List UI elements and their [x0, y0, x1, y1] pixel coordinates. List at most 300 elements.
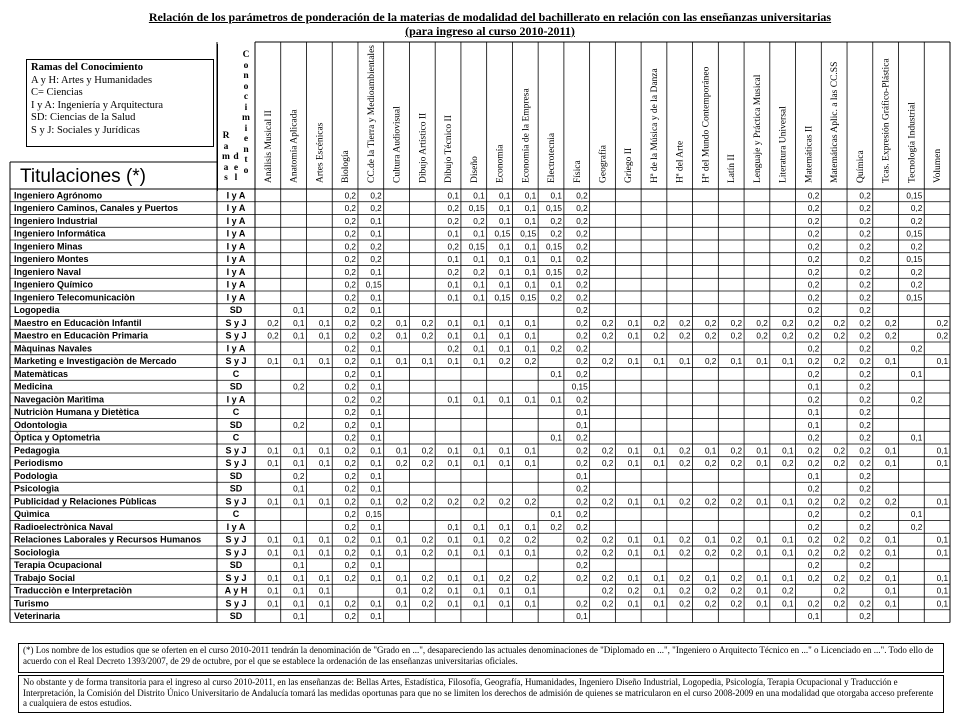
weight-value: 0,2 [344, 331, 356, 341]
weight-value: 0,1 [318, 573, 331, 583]
weight-value: 0,2 [679, 497, 691, 507]
weight-value: 0,15 [906, 229, 923, 239]
weight-value: 0,1 [627, 331, 640, 341]
weight-value: 0,1 [267, 573, 279, 583]
weight-value: 0,1 [370, 382, 382, 392]
weight-value: 0,2 [782, 586, 794, 596]
ramas-header-word: R a m a s [222, 131, 230, 183]
weight-value: 0,1 [447, 255, 459, 265]
weight-value: 0,2 [576, 280, 588, 290]
subject-column-header: Artes Escénicas [315, 122, 326, 183]
weight-value: 0,1 [499, 395, 511, 405]
weight-value: 0,1 [756, 599, 768, 609]
weight-value: 0,2 [807, 535, 820, 545]
weight-value: 0,15 [545, 242, 562, 252]
weight-value: 0,1 [936, 497, 948, 507]
weight-value: 0,1 [318, 446, 331, 456]
weight-value: 0,2 [396, 459, 408, 469]
weight-value: 0,1 [524, 586, 537, 596]
weight-value: 0,1 [807, 612, 820, 622]
weight-value: 0,2 [704, 599, 717, 609]
weight-value: 0,2 [807, 344, 820, 354]
weight-value: 0,2 [859, 484, 871, 494]
knowledge-branch: I y A [226, 241, 246, 252]
weight-value: 0,2 [421, 459, 434, 469]
degree-name: Maestro en Educaciòn Primaria [14, 330, 149, 341]
knowledge-branch: I y A [226, 343, 246, 354]
weight-value: 0,2 [833, 497, 846, 507]
weight-value: 0,1 [550, 369, 562, 379]
weight-value: 0,1 [396, 331, 408, 341]
weight-value: 0,1 [499, 599, 511, 609]
weight-value: 0,1 [936, 573, 948, 583]
weight-value: 0,2 [576, 535, 588, 545]
weight-value: 0,2 [293, 420, 305, 430]
weight-value: 0,1 [267, 446, 279, 456]
weight-value: 0,2 [447, 204, 459, 214]
weight-value: 0,2 [704, 497, 717, 507]
weight-value: 0,2 [859, 561, 871, 571]
weight-value: 0,1 [627, 446, 640, 456]
weight-value: 0,1 [936, 535, 948, 545]
weight-value: 0,2 [421, 446, 434, 456]
weight-value: 0,1 [447, 522, 459, 532]
weight-value: 0,1 [653, 535, 665, 545]
weight-value: 0,1 [885, 446, 897, 456]
weight-value: 0,1 [499, 548, 511, 558]
weight-value: 0,2 [447, 242, 459, 252]
weight-value: 0,2 [704, 331, 717, 341]
weight-value: 0,2 [756, 331, 768, 341]
weight-value: 0,1 [524, 255, 537, 265]
weight-value: 0,2 [344, 318, 356, 328]
document-subtitle: (para ingreso al curso 2010-2011) [405, 24, 575, 38]
weight-value: 0,2 [807, 459, 820, 469]
weight-value: 0,1 [318, 586, 331, 596]
degree-name: Ingeniero Minas [14, 241, 83, 252]
knowledge-branch: C [232, 368, 240, 379]
weight-value: 0,2 [576, 204, 588, 214]
weight-value: 0,2 [910, 344, 923, 354]
weight-value: 0,15 [906, 293, 923, 303]
weight-value: 0,1 [885, 599, 897, 609]
weight-value: 0,2 [344, 267, 356, 277]
weight-value: 0,1 [756, 357, 768, 367]
weight-value: 0,1 [936, 446, 948, 456]
weight-value: 0,15 [365, 510, 382, 520]
weight-value: 0,1 [473, 344, 485, 354]
weight-value: 0,2 [833, 459, 846, 469]
degree-name: Ingeniero Industrial [14, 215, 98, 226]
weight-value: 0,2 [859, 255, 871, 265]
weight-value: 0,2 [601, 459, 614, 469]
weight-value: 0,1 [447, 548, 459, 558]
weight-value: 0,2 [576, 599, 588, 609]
weight-value: 0,2 [473, 497, 485, 507]
weight-value: 0,1 [524, 599, 537, 609]
weight-value: 0,2 [807, 229, 820, 239]
knowledge-branch: SD [229, 419, 243, 430]
weight-value: 0,2 [859, 369, 871, 379]
weight-value: 0,2 [807, 522, 820, 532]
weight-value: 0,1 [499, 344, 511, 354]
weight-value: 0,1 [499, 191, 511, 201]
weight-value: 0,2 [344, 535, 356, 545]
degree-name: Trabajo Social [14, 572, 76, 583]
weight-value: 0,1 [318, 535, 331, 545]
weight-value: 0,2 [859, 548, 871, 558]
weight-value: 0,2 [679, 331, 691, 341]
weight-value: 0,2 [730, 535, 743, 545]
weight-value: 0,2 [344, 548, 356, 558]
degree-name: Turismo [14, 598, 49, 609]
weight-value: 0,2 [576, 216, 588, 226]
subject-column-header: Hª de la Música y de la Danza [649, 68, 660, 183]
weight-value: 0,2 [576, 267, 588, 277]
weight-value: 0,1 [293, 357, 305, 367]
weight-value: 0,1 [473, 331, 485, 341]
weight-value: 0,2 [807, 548, 820, 558]
weight-value: 0,2 [833, 331, 846, 341]
weight-value: 0,1 [782, 497, 794, 507]
weight-value: 0,1 [807, 408, 820, 418]
weight-value: 0,2 [473, 267, 485, 277]
weight-value: 0,2 [576, 548, 588, 558]
weight-value: 0,2 [293, 471, 305, 481]
weight-value: 0,1 [550, 395, 562, 405]
weight-value: 0,1 [653, 459, 665, 469]
weight-value: 0,1 [910, 369, 923, 379]
weight-value: 0,1 [267, 586, 279, 596]
subject-column-header: Anatomía Aplicada [289, 109, 300, 183]
knowledge-branch: S y J [225, 330, 247, 341]
subject-column-header: Matemáticas Aplic. a las CC.SS [830, 61, 841, 183]
weight-value: 0,2 [859, 471, 871, 481]
weight-value: 0,2 [344, 306, 356, 316]
weight-value: 0,1 [782, 573, 794, 583]
weight-value: 0,2 [601, 548, 614, 558]
weight-value: 0,2 [859, 216, 871, 226]
weight-value: 0,2 [807, 280, 820, 290]
weight-value: 0,1 [550, 191, 562, 201]
weight-value: 0,15 [520, 229, 537, 239]
knowledge-branch: I y A [226, 228, 246, 239]
weight-value: 0,1 [524, 459, 537, 469]
weight-value: 0,2 [679, 573, 691, 583]
weight-value: 0,2 [859, 382, 871, 392]
weight-value: 0,1 [499, 216, 511, 226]
weight-value: 0,1 [653, 548, 665, 558]
weight-value: 0,2 [704, 357, 717, 367]
knowledge-branch: C [232, 432, 240, 443]
weight-value: 0,1 [782, 535, 794, 545]
weight-value: 0,1 [627, 573, 640, 583]
subject-column-header: Diseño [469, 156, 480, 183]
weight-value: 0,2 [344, 522, 356, 532]
weight-value: 0,1 [756, 459, 768, 469]
weight-value: 0,2 [576, 318, 588, 328]
weight-value: 0,2 [344, 280, 356, 290]
legend-item: SD: Ciencias de la Salud [31, 112, 136, 124]
weight-value: 0,1 [370, 229, 382, 239]
knowledge-branch: SD [229, 483, 243, 494]
degree-name: Quìmica [14, 509, 50, 520]
weight-value: 0,2 [833, 318, 846, 328]
weight-value: 0,1 [885, 357, 897, 367]
knowledge-branch: SD [229, 470, 243, 481]
knowledge-branch: S y J [225, 458, 247, 469]
weight-value: 0,1 [473, 357, 485, 367]
weight-value: 0,1 [782, 548, 794, 558]
weight-value: 0,1 [318, 497, 331, 507]
weight-value: 0,2 [679, 459, 691, 469]
knowledge-branch: S y J [225, 445, 247, 456]
weight-value: 0,1 [370, 267, 382, 277]
ramas-header-word: C o n o c i m i e n t o [242, 50, 250, 176]
knowledge-branch: C [232, 509, 240, 520]
weight-value: 0,1 [318, 459, 331, 469]
weight-value: 0,2 [550, 344, 562, 354]
weight-value: 0,2 [524, 357, 537, 367]
weight-value: 0,1 [627, 357, 640, 367]
weight-value: 0,2 [396, 497, 408, 507]
weight-value: 0,1 [396, 318, 408, 328]
degree-name: Maestro en Educaciòn Infantil [14, 317, 142, 328]
weight-value: 0,1 [447, 459, 459, 469]
weight-value: 0,1 [524, 242, 537, 252]
legend-item: C= Ciencias [31, 87, 83, 99]
weight-value: 0,2 [344, 561, 356, 571]
weight-value: 0,2 [601, 586, 614, 596]
weight-value: 0,2 [833, 548, 846, 558]
weight-value: 0,2 [344, 357, 356, 367]
weight-value: 0,2 [704, 459, 717, 469]
weight-value: 0,1 [473, 459, 485, 469]
weight-value: 0,1 [293, 306, 305, 316]
subject-column-header: Economía de la Empresa [521, 88, 532, 183]
knowledge-branch: S y J [225, 598, 247, 609]
weight-value: 0,2 [576, 510, 588, 520]
weight-value: 0,2 [601, 599, 614, 609]
weight-value: 0,2 [370, 395, 382, 405]
weight-value: 0,1 [499, 522, 511, 532]
weight-value: 0,15 [906, 191, 923, 201]
subject-column-header: Dibujo Técnico II [444, 115, 455, 183]
weight-value: 0,1 [524, 395, 537, 405]
weight-value: 0,2 [807, 561, 820, 571]
weight-value: 0,1 [396, 535, 408, 545]
subject-column-header: Análisis Musical II [263, 110, 274, 183]
weight-value: 0,1 [653, 586, 665, 596]
weight-value: 0,1 [473, 255, 485, 265]
weight-value: 0,1 [524, 331, 537, 341]
weight-value: 0,1 [524, 216, 537, 226]
degree-name: Radioelectrònica Naval [14, 521, 114, 532]
weight-value: 0,2 [344, 293, 356, 303]
weight-value: 0,2 [576, 331, 588, 341]
weight-value: 0,2 [524, 535, 537, 545]
weight-value: 0,2 [370, 331, 382, 341]
weight-value: 0,1 [524, 344, 537, 354]
degree-name: Medicina [14, 381, 53, 392]
weight-value: 0,1 [627, 497, 640, 507]
weight-value: 0,2 [499, 357, 511, 367]
weight-value: 0,1 [756, 548, 768, 558]
weight-value: 0,1 [267, 497, 279, 507]
weight-value: 0,2 [421, 535, 434, 545]
weight-value: 0,2 [730, 573, 743, 583]
weight-value: 0,1 [679, 357, 691, 367]
weight-value: 0,2 [859, 306, 871, 316]
weight-value: 0,2 [807, 255, 820, 265]
weight-value: 0,1 [653, 497, 665, 507]
weight-value: 0,1 [524, 280, 537, 290]
weight-value: 0,1 [730, 357, 743, 367]
weight-value: 0,1 [267, 357, 279, 367]
ramas-header-word: d e l [233, 152, 239, 183]
weight-value: 0,15 [468, 204, 485, 214]
weight-value: 0,1 [267, 599, 279, 609]
weight-value: 0,1 [447, 395, 459, 405]
weight-value: 0,1 [576, 612, 588, 622]
weight-value: 0,1 [653, 446, 665, 456]
weight-value: 0,2 [859, 459, 871, 469]
weight-value: 0,2 [859, 510, 871, 520]
weight-value: 0,2 [524, 497, 537, 507]
weight-value: 0,1 [499, 331, 511, 341]
degree-name: Navegaciòn Marìtima [14, 394, 105, 405]
legend-item: A y H: Artes y Humanidades [31, 74, 153, 86]
weight-value: 0,1 [447, 573, 459, 583]
weight-value: 0,2 [730, 446, 743, 456]
degree-name: Sociologìa [14, 547, 60, 558]
weight-value: 0,2 [524, 573, 537, 583]
weight-value: 0,1 [293, 561, 305, 571]
weight-value: 0,2 [859, 599, 871, 609]
weight-value: 0,2 [936, 318, 948, 328]
weight-value: 0,1 [293, 612, 305, 622]
titulaciones-header: Titulaciones (*) [20, 166, 147, 187]
degree-name: Ingeniero Telecomunicaciòn [14, 292, 135, 303]
weight-value: 0,1 [473, 395, 485, 405]
weight-value: 0,2 [576, 357, 588, 367]
degree-name: Màquinas Navales [14, 343, 93, 354]
subject-column-header: CC.de la Tierra y Medioambientales [366, 45, 377, 183]
weight-value: 0,1 [370, 561, 382, 571]
subject-column-header: Dibujo Artístico II [418, 112, 429, 183]
weight-value: 0,1 [396, 573, 408, 583]
weight-value: 0,2 [499, 497, 511, 507]
degree-name: Logopedia [14, 305, 60, 316]
weight-value: 0,2 [601, 357, 614, 367]
weight-value: 0,1 [447, 229, 459, 239]
weight-value: 0,1 [293, 331, 305, 341]
weight-value: 0,1 [447, 293, 459, 303]
weight-value: 0,2 [910, 267, 923, 277]
weight-value: 0,2 [499, 535, 511, 545]
weight-value: 0,1 [936, 599, 948, 609]
degree-name: Ingeniero Caminos, Canales y Puertos [14, 203, 179, 214]
weight-value: 0,2 [421, 497, 434, 507]
weight-value: 0,2 [730, 318, 743, 328]
weight-value: 0,1 [370, 293, 382, 303]
knowledge-branch: S y J [225, 572, 247, 583]
weight-value: 0,2 [447, 497, 459, 507]
weight-value: 0,2 [576, 344, 588, 354]
weight-value: 0,1 [370, 612, 382, 622]
weight-value: 0,1 [370, 471, 382, 481]
weight-value: 0,2 [833, 446, 846, 456]
weight-value: 0,1 [318, 318, 331, 328]
weight-value: 0,2 [679, 548, 691, 558]
weight-value: 0,15 [494, 293, 511, 303]
weight-value: 0,2 [601, 318, 614, 328]
weight-value: 0,2 [859, 280, 871, 290]
weight-value: 0,2 [859, 318, 871, 328]
subject-column-header: Economía [495, 144, 506, 183]
degree-name: Periodismo [14, 458, 64, 469]
weight-value: 0,1 [370, 484, 382, 494]
weight-value: 0,1 [524, 446, 537, 456]
weight-value: 0,1 [704, 535, 717, 545]
weight-value: 0,2 [807, 369, 820, 379]
weight-value: 0,2 [730, 599, 743, 609]
weight-value: 0,1 [473, 446, 485, 456]
weight-value: 0,2 [344, 420, 356, 430]
weight-value: 0,2 [859, 497, 871, 507]
weight-value: 0,2 [807, 331, 820, 341]
weight-value: 0,2 [344, 599, 356, 609]
weight-value: 0,2 [885, 331, 897, 341]
weight-value: 0,2 [370, 318, 382, 328]
weight-value: 0,1 [576, 420, 588, 430]
degree-name: Psicologìa [14, 483, 60, 494]
weight-value: 0,2 [807, 242, 820, 252]
weight-value: 0,15 [906, 255, 923, 265]
weight-value: 0,2 [859, 612, 871, 622]
degree-name: Ingeniero Informática [14, 228, 106, 239]
weight-value: 0,1 [524, 267, 537, 277]
weight-value: 0,2 [267, 331, 279, 341]
weight-value: 0,2 [910, 280, 923, 290]
weight-value: 0,2 [344, 395, 356, 405]
weight-value: 0,2 [344, 191, 356, 201]
weight-value: 0,2 [344, 497, 356, 507]
weight-value: 0,2 [807, 293, 820, 303]
weight-value: 0,1 [473, 522, 485, 532]
weight-value: 0,2 [576, 459, 588, 469]
weight-value: 0,1 [885, 459, 897, 469]
weight-value: 0,1 [550, 280, 562, 290]
weight-value: 0,2 [704, 586, 717, 596]
subject-column-header: Química [855, 150, 866, 183]
knowledge-branch: S y J [225, 534, 247, 545]
weight-value: 0,2 [601, 331, 614, 341]
knowledge-branch: SD [229, 305, 243, 316]
weight-value: 0,1 [550, 510, 562, 520]
weight-value: 0,1 [756, 446, 768, 456]
weight-value: 0,2 [550, 216, 562, 226]
weight-value: 0,2 [576, 573, 588, 583]
subject-column-header: Griego II [624, 147, 635, 183]
knowledge-branch: I y A [226, 292, 246, 303]
knowledge-branch: S y J [225, 496, 247, 507]
weight-value: 0,1 [756, 497, 768, 507]
knowledge-branch: S y J [225, 356, 247, 367]
subject-column-header: Tecnología Industrial [907, 102, 918, 183]
weight-value: 0,1 [627, 459, 640, 469]
weight-value: 0,2 [859, 191, 871, 201]
